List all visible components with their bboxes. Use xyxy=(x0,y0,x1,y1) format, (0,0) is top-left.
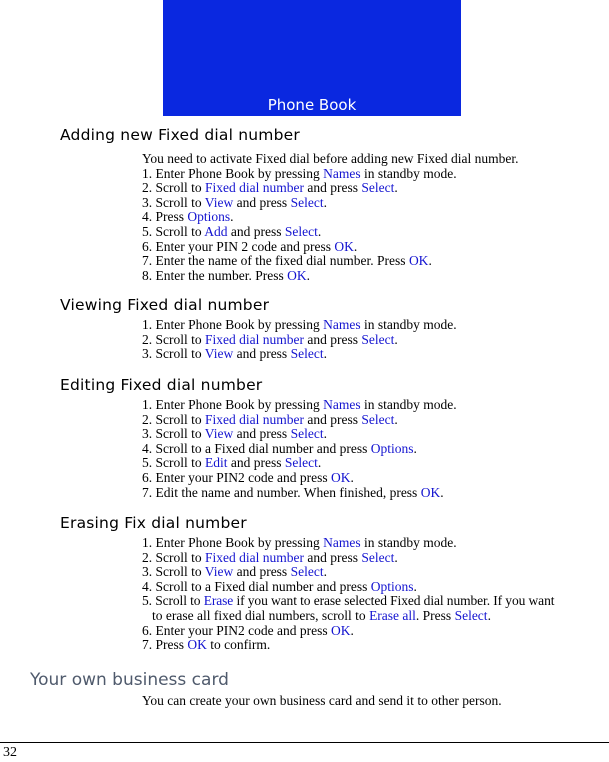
keyword-select: Select xyxy=(290,346,324,362)
keyword-select: Select xyxy=(284,455,318,471)
heading-adding-fixed-dial: Adding new Fixed dial number xyxy=(60,126,300,144)
keyword-select: Select xyxy=(361,549,395,565)
keyword-ok: OK xyxy=(408,253,429,269)
keyword-names: Names xyxy=(323,535,361,550)
editing-step-1: 1. Enter Phone Book by pressing Names in standby mode. xyxy=(142,397,457,412)
keyword-erase-all: Erase all xyxy=(369,607,416,623)
adding-step-5: 5. Scroll to Add and press Select. xyxy=(142,223,322,239)
viewing-step-3: 3. Scroll to View and press Select. xyxy=(142,346,327,362)
keyword-erase: Erase xyxy=(203,593,234,609)
adding-step-2: 2. Scroll to Fixed dial number and press Select. xyxy=(142,180,398,196)
erasing-step-5: 5. Scroll to Erase if you want to erase selected Fixed dial number. If you want xyxy=(142,593,555,609)
keyword-names: Names xyxy=(323,317,361,332)
keyword-fixed-dial-number: Fixed dial number xyxy=(205,331,304,347)
adding-step-8: 8. Enter the number. Press OK. xyxy=(142,267,310,283)
viewing-steps xyxy=(142,318,607,362)
erasing-step-2: 2. Scroll to Fixed dial number and press Select. xyxy=(142,549,398,565)
keyword-options: Options xyxy=(370,578,414,594)
keyword-select: Select xyxy=(361,411,395,427)
keyword-view: View xyxy=(204,346,234,362)
adding-steps xyxy=(142,152,607,283)
keyword-fixed-dial-number: Fixed dial number xyxy=(205,549,304,565)
keyword-ok: OK xyxy=(330,469,351,485)
keyword-ok: OK xyxy=(287,267,307,283)
keyword-select: Select xyxy=(454,607,488,623)
keyword-options: Options xyxy=(187,209,231,225)
keyword-select: Select xyxy=(290,564,324,580)
keyword-select: Select xyxy=(361,180,395,196)
editing-step-4: 4. Scroll to a Fixed dial number and press Options. xyxy=(142,440,417,456)
keyword-ok: OK xyxy=(334,238,354,254)
viewing-step-1: 1. Enter Phone Book by pressing Names in standby mode. xyxy=(142,317,457,332)
editing-step-2: 2. Scroll to Fixed dial number and press Select. xyxy=(142,411,398,427)
erasing-steps xyxy=(142,536,607,653)
business-card-text xyxy=(142,694,607,709)
adding-step-6: 6. Enter your PIN 2 code and press OK. xyxy=(142,238,358,254)
editing-step-7: 7. Edit the name and number. When finished, press OK. xyxy=(142,484,444,500)
keyword-names: Names xyxy=(323,397,361,412)
keyword-view: View xyxy=(204,564,234,580)
keyword-ok: OK xyxy=(187,637,207,653)
erasing-step-7: 7. Press OK to confirm. xyxy=(142,637,271,653)
footer-divider xyxy=(0,742,609,743)
keyword-select: Select xyxy=(290,426,324,442)
keyword-select: Select xyxy=(290,194,324,210)
keyword-view: View xyxy=(204,426,234,442)
erasing-step-3: 3. Scroll to View and press Select. xyxy=(142,564,327,580)
viewing-step-2: 2. Scroll to Fixed dial number and press Select. xyxy=(142,331,398,347)
heading-business-card: Your own business card xyxy=(30,670,229,690)
keyword-fixed-dial-number: Fixed dial number xyxy=(205,180,304,196)
heading-erasing-fixed-dial: Erasing Fix dial number xyxy=(60,514,247,532)
keyword-ok: OK xyxy=(330,622,351,638)
adding-step-7: 7. Enter the name of the fixed dial number. Press OK. xyxy=(142,253,432,269)
editing-step-3: 3. Scroll to View and press Select. xyxy=(142,426,327,442)
keyword-view: View xyxy=(204,194,234,210)
adding-step-3: 3. Scroll to View and press Select. xyxy=(142,194,327,210)
editing-steps xyxy=(142,398,607,500)
keyword-ok: OK xyxy=(420,484,441,500)
business-card-description: You can create your own business card and send it to other person. xyxy=(142,693,502,708)
keyword-fixed-dial-number: Fixed dial number xyxy=(205,411,304,427)
adding-step-1: 1. Enter Phone Book by pressing Names in standby mode. xyxy=(142,165,457,181)
heading-editing-fixed-dial: Editing Fixed dial number xyxy=(60,376,263,394)
heading-viewing-fixed-dial: Viewing Fixed dial number xyxy=(60,296,270,314)
keyword-select: Select xyxy=(361,331,395,347)
banner-title: Phone Book xyxy=(267,96,357,114)
page-number: 32 xyxy=(3,745,17,760)
adding-step-4: 4. Press Options. xyxy=(142,209,234,225)
keyword-options: Options xyxy=(370,440,414,456)
adding-intro: You need to activate Fixed dial before adding new Fixed dial number. xyxy=(142,151,519,166)
erasing-step-4: 4. Scroll to a Fixed dial number and press Options. xyxy=(142,578,417,594)
editing-step-6: 6. Enter your PIN2 code and press OK. xyxy=(142,469,354,485)
keyword-add: Add xyxy=(204,223,228,239)
erasing-step-5-continued: to erase all fixed dial numbers, scroll to Erase all. Press Select. xyxy=(152,607,491,623)
erasing-step-1: 1. Enter Phone Book by pressing Names in standby mode. xyxy=(142,535,457,550)
erasing-step-6: 6. Enter your PIN2 code and press OK. xyxy=(142,622,354,638)
keyword-edit: Edit xyxy=(205,455,228,471)
keyword-select: Select xyxy=(284,223,318,239)
keyword-names: Names xyxy=(323,165,361,181)
editing-step-5: 5. Scroll to Edit and press Select. xyxy=(142,455,322,471)
phone-book-banner xyxy=(163,0,461,116)
